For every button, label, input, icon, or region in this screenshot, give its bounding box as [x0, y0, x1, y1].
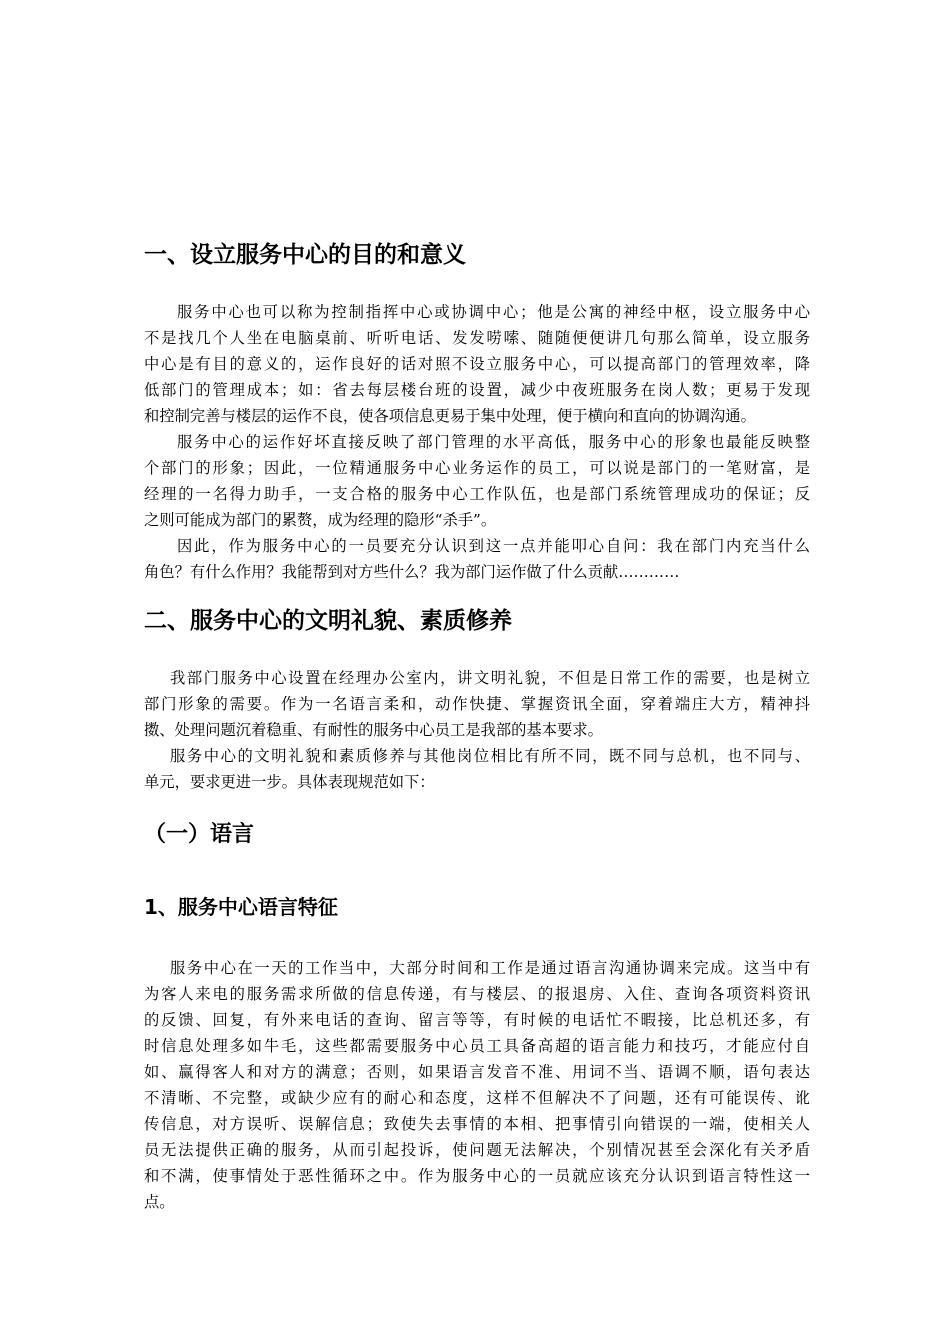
- paragraph-line: 和不满，使事情处于恶性循环之中。作为服务中心的一员就应该充分认识到语言特性这一: [144, 1167, 810, 1185]
- paragraph-line: 服务中心的文明礼貌和素质修养与其他岗位相比有所不同，既不同与总机，也不同与、: [170, 747, 810, 765]
- section-1-paragraph-1: [144, 299, 810, 429]
- paragraph-line: 服务中心在一天的工作当中，大部分时间和工作是通过语言沟通协调来完成。这当中有: [170, 959, 810, 977]
- paragraph-line: 经理的一名得力助手，一支合格的服务中心工作队伍，也是部门系统管理成功的保证；反: [144, 485, 810, 503]
- paragraph-line: 因此，作为服务中心的一员要充分认识到这一点并能叩心自问：我在部门内充当什么: [177, 537, 810, 555]
- paragraph-line: 点。: [144, 1193, 175, 1211]
- paragraph-line: 之则可能成为部门的累赘，成为经理的隐形“杀手”。: [144, 511, 497, 529]
- paragraph-line: 员无法提供正确的服务，从而引起投诉，使问题无法解决，个别情况甚至会深化有关矛盾: [144, 1141, 810, 1159]
- paragraph-line: 角色？有什么作用？我能帮到对方些什么？我为部门运作做了什么贡献…………: [144, 563, 680, 581]
- paragraph-line: 服务中心的运作好坏直接反映了部门管理的水平高低，服务中心的形象也最能反映整: [177, 433, 810, 451]
- paragraph-line: 如、赢得客人和对方的满意；否则，如果语言发音不准、用词不当、语调不顺，语句表达: [144, 1063, 810, 1081]
- paragraph-line: 时信息处理多如牛毛，这些都需要服务中心员工具备高超的语言能力和技巧，才能应付自: [144, 1037, 810, 1055]
- paragraph-line: 中心是有目的意义的，运作良好的话对照不设立服务中心，可以提高部门的管理效率，降: [144, 355, 810, 373]
- paragraph-line: 和控制完善与楼层的运作不良，使各项信息更易于集中处理，便于横向和直向的协调沟通。: [144, 407, 756, 425]
- section-1-paragraph-2: [144, 429, 810, 533]
- section-2-paragraph-1: [144, 665, 810, 743]
- paragraph-line: 个部门的形象；因此，一位精通服务中心业务运作的员工，可以说是部门的一笔财富，是: [144, 459, 810, 477]
- subsection-heading: （一）语言: [144, 822, 255, 847]
- paragraph-line: 的反馈、回复，有外来电话的查询、留言等等，有时候的电话忙不暇接，比总机还多，有: [144, 1011, 810, 1029]
- section-4-paragraph-1: [144, 955, 810, 1215]
- paragraph-line: 单元，要求更进一步。具体表现规范如下：: [144, 773, 435, 791]
- paragraph-line: 低部门的管理成本；如：省去每层楼台班的设置，减少中夜班服务在岗人数；更易于发现: [144, 381, 810, 399]
- section-1-paragraph-3: [144, 533, 810, 585]
- paragraph-line: 我部门服务中心设置在经理办公室内，讲文明礼貌，不但是日常工作的需要，也是树立: [170, 669, 810, 687]
- paragraph-line: 部门形象的需要。作为一名语言柔和，动作快捷、掌握资讯全面，穿着端庄大方，精神抖: [144, 695, 810, 713]
- subsubsection-heading: 1、服务中心语言特征: [144, 895, 338, 919]
- paragraph-line: 传信息，对方误听、误解信息；致使失去事情的本相、把事情引向错误的一端，使相关人: [144, 1115, 810, 1133]
- paragraph-line: 擞、处理问题沉着稳重、有耐性的服务中心员工是我部的基本要求。: [144, 721, 603, 739]
- paragraph-line: 不清晰、不完整，或缺少应有的耐心和态度，这样不但解决不了问题，还有可能误传、讹: [144, 1089, 810, 1107]
- section-1-heading: 一、设立服务中心的目的和意义: [144, 242, 466, 268]
- section-2-heading: 二、服务中心的文明礼貌、素质修养: [144, 608, 512, 634]
- paragraph-line: 为客人来电的服务需求所做的信息传递，有与楼层、的报退房、入住、查询各项资料资讯: [144, 985, 810, 1003]
- section-2-paragraph-2: [144, 743, 810, 795]
- paragraph-line: 不是找几个人坐在电脑桌前、听听电话、发发唠嗦、随随便便讲几句那么简单，设立服务: [144, 329, 810, 347]
- paragraph-line: 服务中心也可以称为控制指挥中心或协调中心；他是公寓的神经中枢，设立服务中心: [177, 303, 810, 321]
